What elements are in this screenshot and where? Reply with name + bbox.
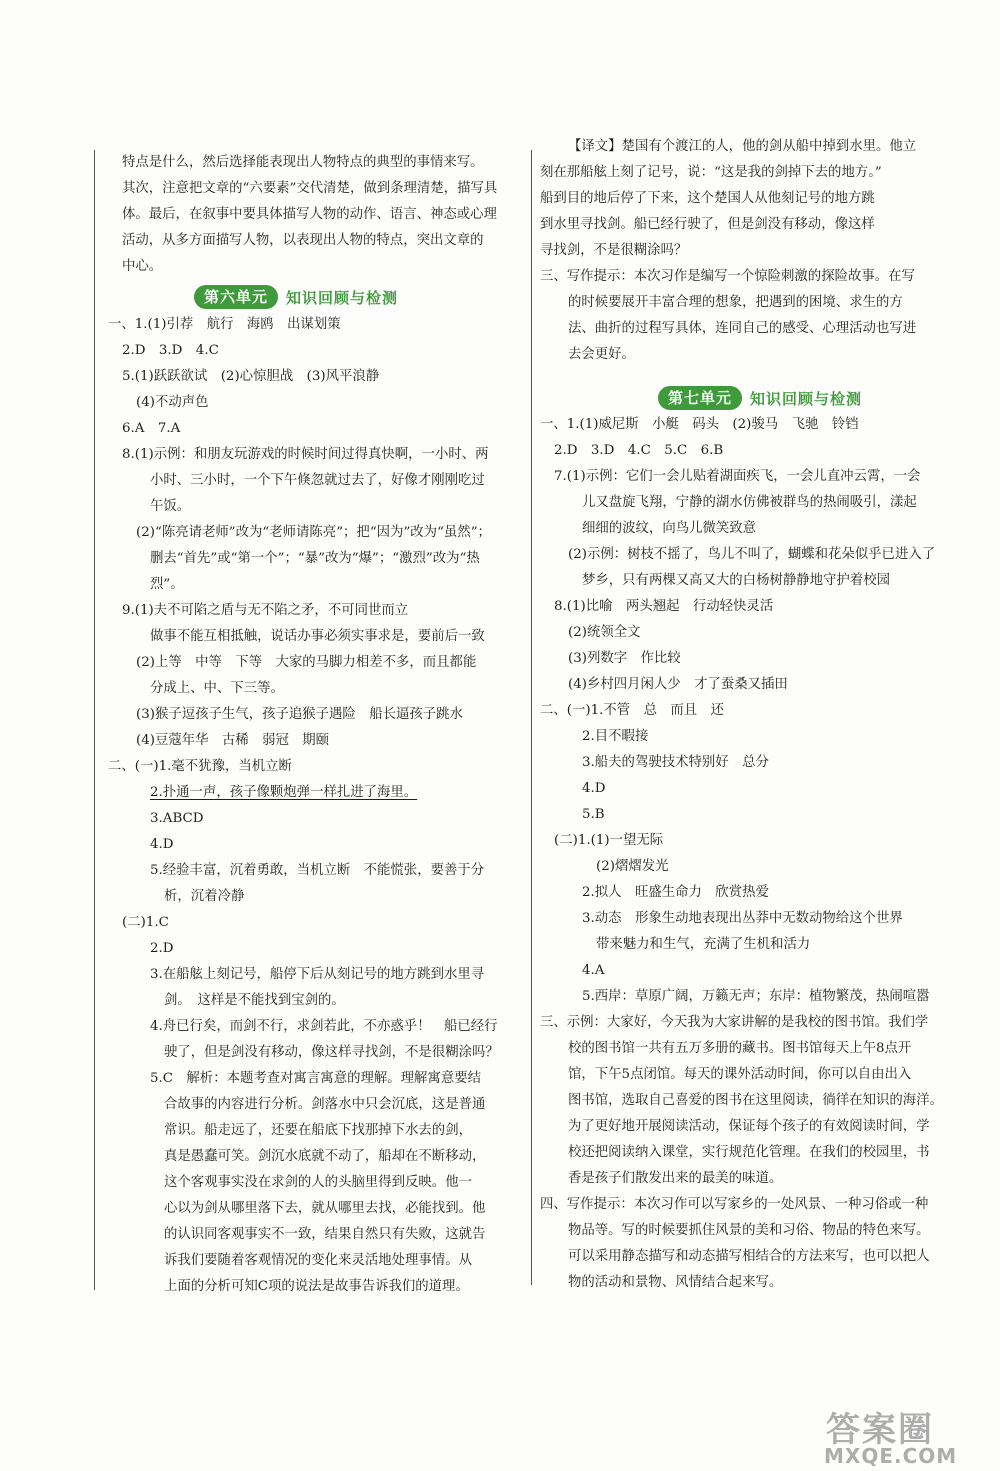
paragraph-line: 中心。 <box>122 259 163 274</box>
unit-7-banner <box>658 386 862 410</box>
answer-line: 3.船夫的驾驶技术特别好 总分 <box>582 755 769 770</box>
answer-line: (2)统领全文 <box>568 625 641 640</box>
paragraph-line: 【译文】楚国有个渡江的人，他的剑从船中掉到水里。他立 <box>568 139 917 154</box>
answer-line: 小时、三小时，一个下午倏忽就过去了，好像才刚刚吃过 <box>150 473 485 488</box>
answer-line: 驶了，但是剑没有移动，像这样寻找剑，不是很糊涂吗？ <box>164 1045 499 1060</box>
answer-line: 9.(1)夫不可陷之盾与无不陷之矛，不可同世而立 <box>122 603 409 618</box>
answer-line: 二、(一)1.不管 总 而且 还 <box>540 703 724 718</box>
answer-line: 2.D 3.D 4.C 5.C 6.B <box>554 443 724 458</box>
answer-line: 四、写作提示：本次习作可以写家乡的一处风景、一种习俗或一种 <box>540 1197 929 1212</box>
answer-line: 析，沉着冷静 <box>164 889 245 904</box>
unit-badge: 第七单元 <box>658 386 742 410</box>
answer-line: (4)不动声色 <box>136 395 209 410</box>
paragraph-line: 去会更好。 <box>568 347 635 362</box>
answer-line: 梦乡，只有两棵又高又大的白杨树静静地守护着校园 <box>582 573 890 588</box>
answer-line: 2.D 3.D 4.C <box>122 343 219 358</box>
unit-badge: 第六单元 <box>194 285 278 309</box>
column-divider <box>94 150 95 1290</box>
answer-line: 诉我们要随着客观情况的变化来灵活地处理事情。从 <box>164 1253 472 1268</box>
answer-line: 烈”。 <box>150 577 184 592</box>
answer-line: 剑。 这样是不能找到宝剑的。 <box>164 993 345 1008</box>
answer-line: 馆，下午5点闭馆。每天的课外活动时间，你可以自由出入 <box>568 1067 912 1082</box>
answer-line: 这个客观事实没在求剑的人的头脑里得到反映。他一 <box>164 1175 472 1190</box>
answer-line: 5.经验丰富，沉着勇敢，当机立断 不能慌张，要善于分 <box>150 863 485 878</box>
answer-line: 2.拟人 旺盛生命力 欣赏热爱 <box>582 885 769 900</box>
answer-line: (3)猴子逗孩子生气，孩子追猴子遇险 船长逼孩子跳水 <box>136 707 463 722</box>
answer-line: 为了更好地开展阅读活动，保证每个孩子的有效阅读时间，学 <box>568 1119 930 1134</box>
answer-line: 校还把阅读纳入课堂，实行规范化管理。在我们的校园里，书 <box>568 1145 930 1160</box>
answer-line: 物品等。写的时候要抓住风景的美和习俗、物品的特色来写。 <box>568 1223 930 1238</box>
answer-line: (2)“陈亮请老师”改为“老师请陈亮”；把“因为”改为“虽然”； <box>136 525 491 540</box>
answer-line: 8.(1)比喻 两头翘起 行动轻快灵活 <box>554 599 774 614</box>
answer-line: 的认识同客观事实不一致，结果自然只有失败，这就告 <box>164 1227 486 1242</box>
answer-line: 删去“首先”或“第一个”；“暴”改为“爆”；“激烈”改为“热 <box>150 551 480 566</box>
answer-line: 5.C 解析：本题考查对寓言寓意的理解。理解寓意要结 <box>150 1071 482 1086</box>
answer-line: (4)豆蔻年华 古稀 弱冠 期颐 <box>136 733 330 748</box>
paragraph-line: 寻找剑，不是很糊涂吗？ <box>540 243 688 258</box>
answer-line: 真是愚蠢可笑。剑沉水底就不动了，船却在不断移动， <box>164 1149 486 1164</box>
answer-line: 分成上、中、下三等。 <box>150 681 284 696</box>
paragraph-line: 的时候要展开丰富合理的想象，把遇到的困境、求生的方 <box>568 295 903 310</box>
answer-line: 一、1.(1)引荐 航行 海鸥 出谋划策 <box>108 317 341 332</box>
unit-subtitle: 知识回顾与检测 <box>286 288 399 307</box>
answer-line: 7.(1)示例：它们一会儿贴着湖面疾飞，一会儿直冲云霄，一会 <box>554 469 921 484</box>
answer-line: (二)1.C <box>122 915 169 930</box>
answer-line: 4.舟已行矣，而剑不行，求剑若此，不亦惑乎！ 船已经行 <box>150 1019 498 1034</box>
answer-line: 2.目不暇接 <box>582 729 649 744</box>
answer-line: 校的图书馆一共有五万多册的藏书。图书馆每天上午8点开 <box>568 1041 912 1056</box>
answer-line: 物的活动和景物、风情结合起来写。 <box>568 1275 783 1290</box>
answer-line: (3)列数字 作比较 <box>568 651 681 666</box>
answer-line: 6.A 7.A <box>122 421 181 436</box>
answer-line: (2)上等 中等 下等 大家的马脚力相差不多，而且都能 <box>136 655 477 670</box>
answer-line: 香是孩子们散发出来的最美的味道。 <box>568 1171 783 1186</box>
answer-line: 一、1.(1)威尼斯 小艇 码头 (2)骏马 飞驰 铃铛 <box>540 417 859 432</box>
answer-line: 上面的分析可知C项的说法是故事告诉我们的道理。 <box>164 1279 469 1294</box>
answer-line: 2.D <box>150 941 174 956</box>
answer-line: (2)示例：树枝不摇了，鸟儿不叫了，蝴蝶和花朵似乎已进入了 <box>568 547 936 562</box>
answer-line: 3.在船舷上刻记号，船停下后从刻记号的地方跳到水里寻 <box>150 967 485 982</box>
paragraph-line: 到水里寻找剑。船已经行驶了，但是剑没有移动，像这样 <box>540 217 875 232</box>
answer-line: 5.B <box>582 807 605 822</box>
paragraph-line: 活动，从多方面描写人物，以表现出人物的特点，突出文章的 <box>122 233 484 248</box>
answer-line: 合故事的内容进行分析。剑落水中只会沉底，这是普通 <box>164 1097 486 1112</box>
paragraph-line: 法、曲折的过程写具体，连同自己的感受、心理活动也写进 <box>568 321 917 336</box>
watermark-url: MXQE.COM <box>824 1444 958 1468</box>
answer-line: (4)乡村四月闲人少 才了蚕桑又插田 <box>568 677 788 692</box>
unit-6-banner <box>194 285 398 309</box>
answer-line: 细细的波纹，向鸟儿微笑致意 <box>582 521 757 536</box>
watermark-title: 答案圈 <box>826 1410 934 1450</box>
column-divider <box>531 150 532 1285</box>
answer-line: 带来魅力和生气，充满了生机和活力 <box>596 937 811 952</box>
answer-line: 4.A <box>582 963 605 978</box>
answer-line: 可以采用静态描写和动态描写相结合的方法来写，也可以把人 <box>568 1249 930 1264</box>
paragraph-line: 体。最后，在叙事中要具体描写人物的动作、语言、神态或心理 <box>122 207 497 222</box>
answer-line: 4.D <box>582 781 606 796</box>
answer-line: (2)熠熠发光 <box>596 859 669 874</box>
paragraph-line: 其次，注意把文章的“六要素”交代清楚，做到条理清楚，描写具 <box>122 181 498 196</box>
answer-line: 常识。船走远了，还要在船底下找那掉下水去的剑， <box>164 1123 472 1138</box>
paragraph-line: 三、写作提示：本次习作是编写一个惊险刺激的探险故事。在写 <box>540 269 915 284</box>
answer-line: 做事不能互相抵触，说话办事必须实事求是，要前后一致 <box>150 629 485 644</box>
answer-line: 5.西岸：草原广阔，万籁无声；东岸：植物繁茂，热闹喧嚣 <box>582 989 930 1004</box>
answer-line: 儿又盘旋飞翔，宁静的湖水仿佛被群鸟的热闹吸引，漾起 <box>582 495 917 510</box>
answer-line: 8.(1)示例：和朋友玩游戏的时候时间过得真快啊，一小时、两 <box>122 447 489 462</box>
watermark-logo <box>818 1402 994 1466</box>
answer-line: 三、示例：大家好，今天我为大家讲解的是我校的图书馆。我们学 <box>540 1015 929 1030</box>
answer-line: 3.ABCD <box>150 811 204 826</box>
answer-line: 3.动态 形象生动地表现出丛莽中无数动物给这个世界 <box>582 911 903 926</box>
answer-line: 二、(一)1.毫不犹豫，当机立断 <box>108 759 292 774</box>
answer-line: 4.D <box>150 837 174 852</box>
answer-line: 午饭。 <box>150 499 191 514</box>
unit-subtitle: 知识回顾与检测 <box>750 389 863 408</box>
answer-line: (二)1.(1)一望无际 <box>554 833 664 848</box>
paragraph-line: 刻在那船舷上刻了记号，说：“这是我的剑掉下去的地方。” <box>540 165 882 180</box>
answer-line: 5.(1)跃跃欲试 (2)心惊胆战 (3)风平浪静 <box>122 369 380 384</box>
paragraph-line: 船到目的地后停了下来，这个楚国人从他刻记号的地方跳 <box>540 191 875 206</box>
answer-line: 图书馆，选取自己喜爱的图书在这里阅读，徜徉在知识的海洋。 <box>568 1093 943 1108</box>
answer-line: 心以为剑从哪里落下去，就从哪里去找，必能找到。他 <box>164 1201 486 1216</box>
paragraph-line: 特点是什么，然后选择能表现出人物特点的典型的事情来写。 <box>122 155 484 170</box>
answer-line: 2.扑通一声，孩子像颗炮弹一样扎进了海里。 <box>150 785 418 800</box>
